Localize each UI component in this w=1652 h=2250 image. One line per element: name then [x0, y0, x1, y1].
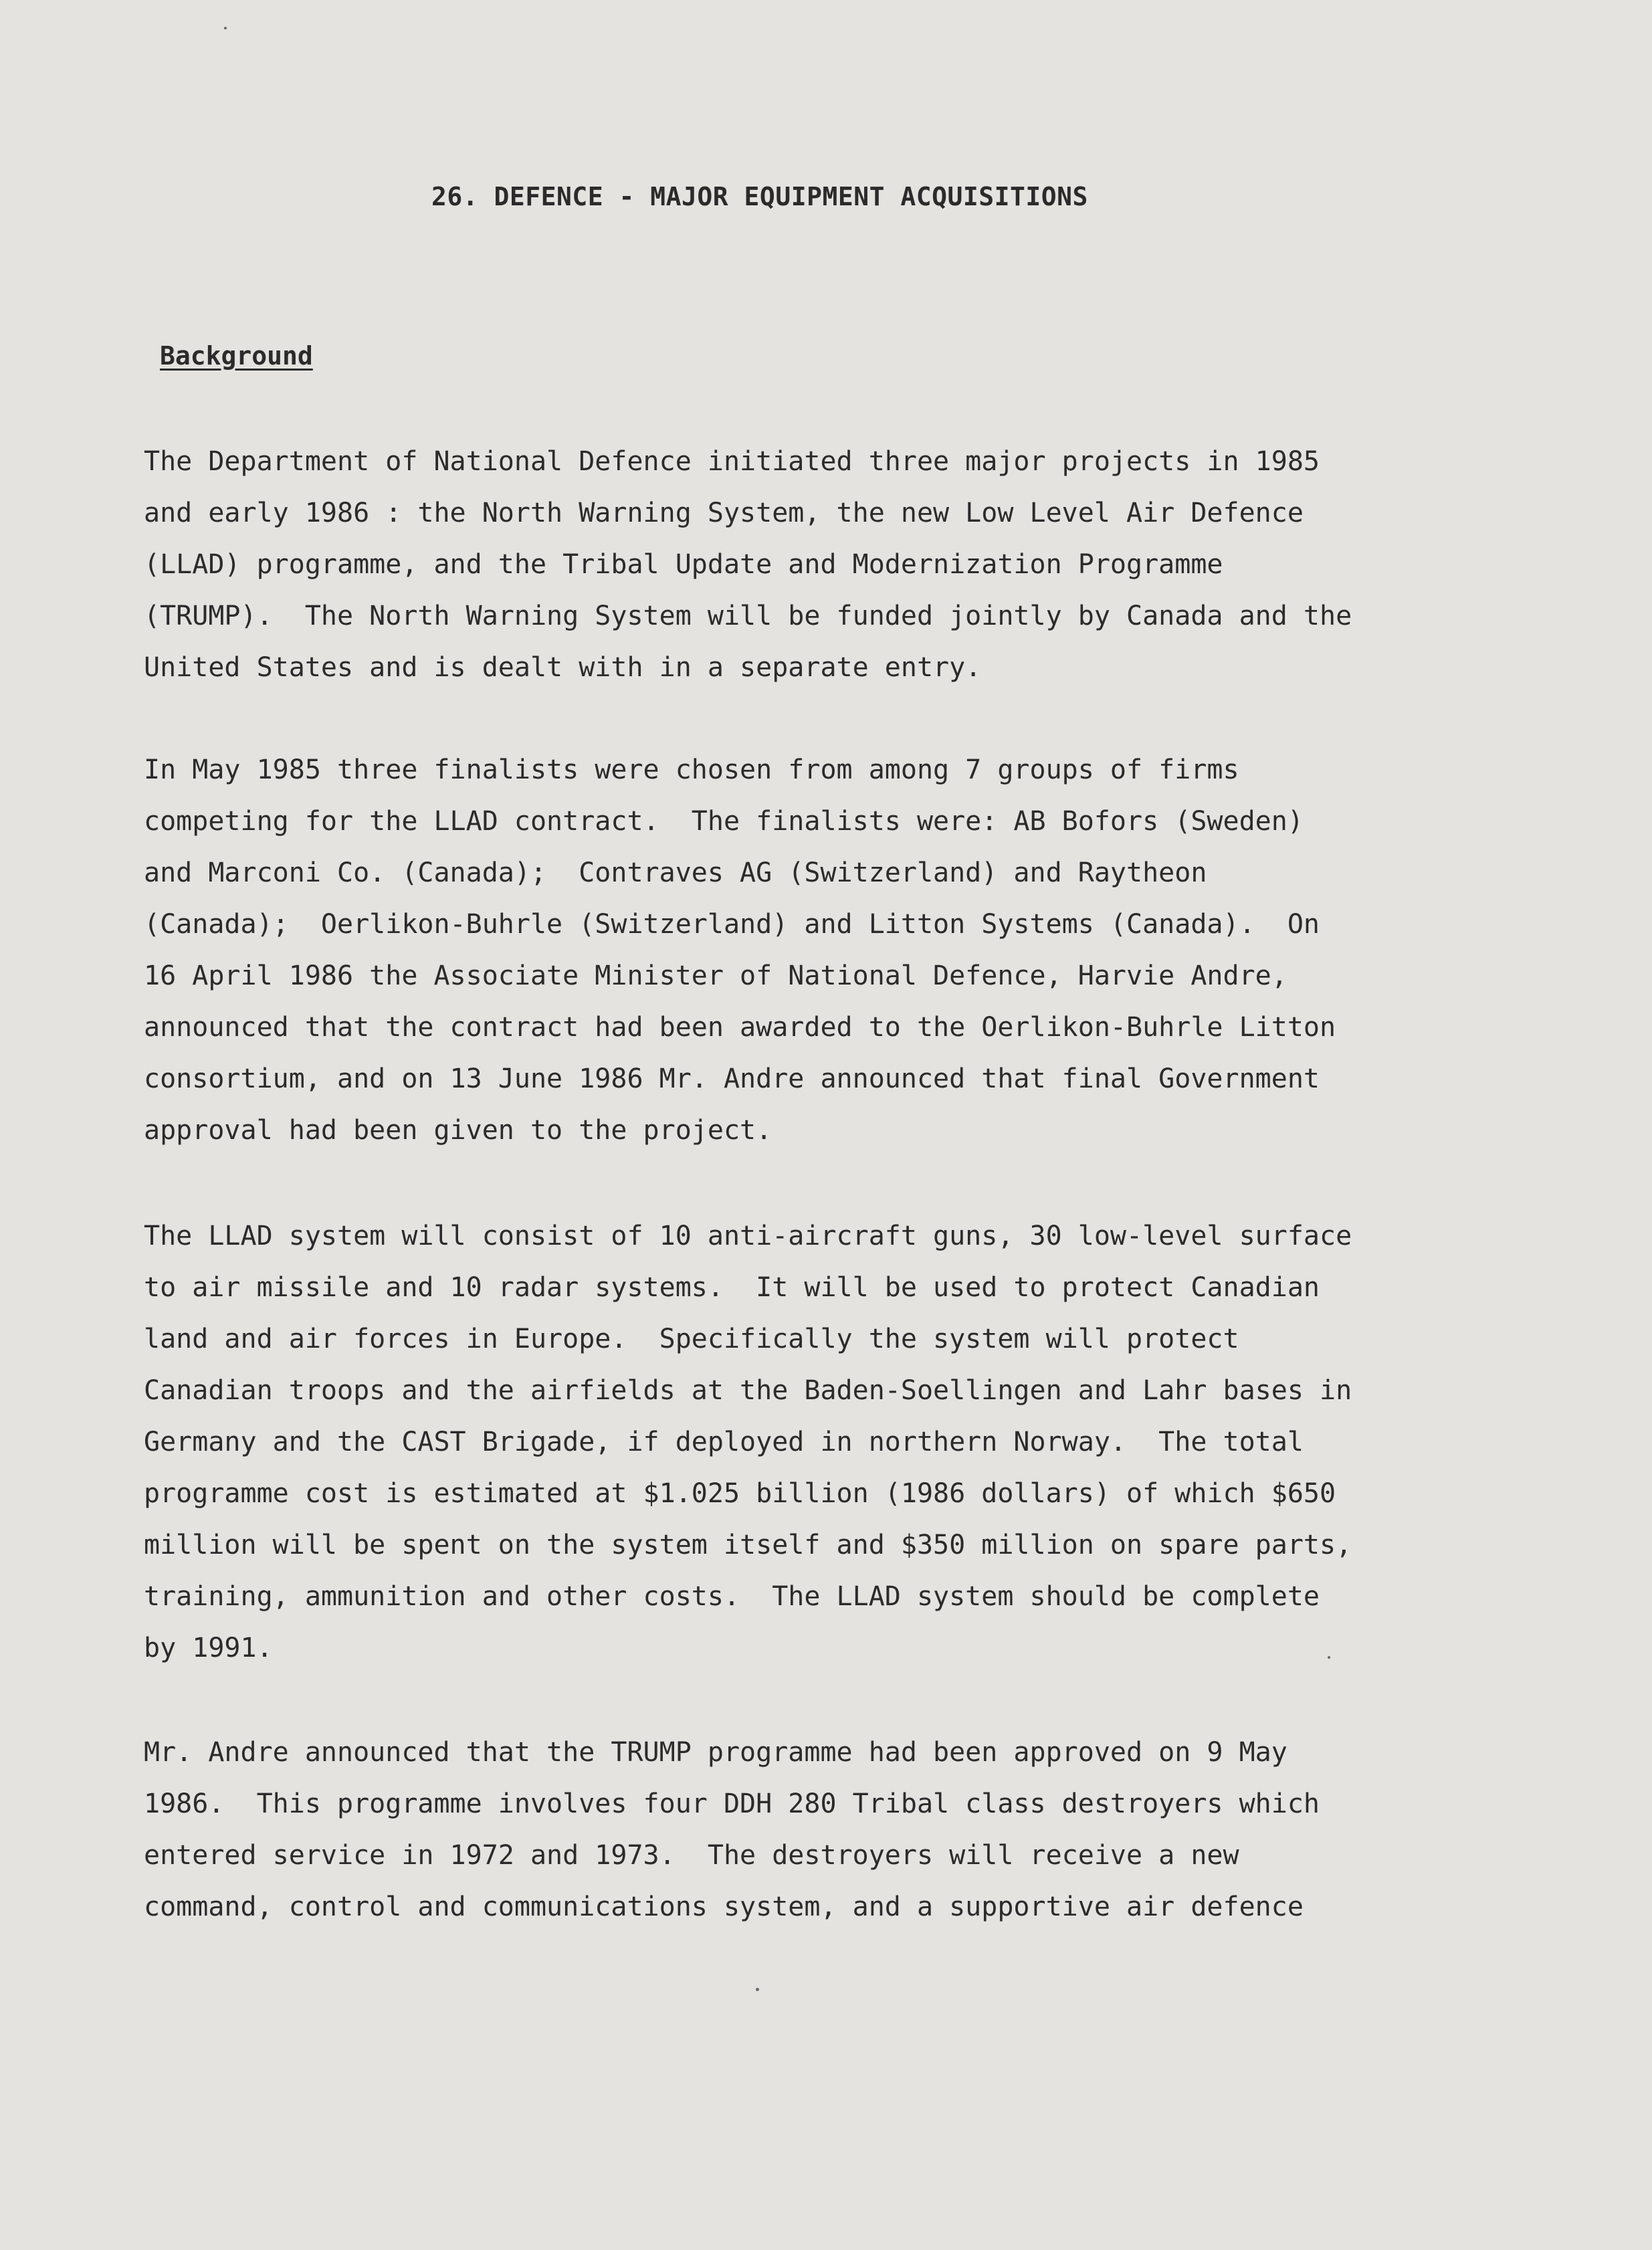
text-line: to air missile and 10 radar systems. It will be used to protect Canadian	[144, 1272, 1320, 1303]
paragraph	[144, 744, 1602, 1156]
text-line: entered service in 1972 and 1973. The destroyers will receive a new	[144, 1840, 1239, 1871]
scan-speck	[224, 27, 227, 29]
text-line: consortium, and on 13 June 1986 Mr. Andre announced that final Government	[144, 1063, 1320, 1094]
text-line: announced that the contract had been awarded to the Oerlikon-Buhrle Litton	[144, 1012, 1336, 1043]
text-line: 16 April 1986 the Associate Minister of National Defence, Harvie Andre,	[144, 960, 1287, 991]
text-line: United States and is dealt with in a separate entry.	[144, 652, 982, 683]
paragraph	[144, 1727, 1602, 1933]
text-line: (TRUMP). The North Warning System will be funded jointly by Canada and the	[144, 601, 1352, 631]
text-line: command, control and communications system, and a supportive air defence	[144, 1891, 1304, 1922]
section-heading: Background	[160, 341, 313, 371]
text-line: by 1991.	[144, 1633, 273, 1663]
text-line: land and air forces in Europe. Specifically the system will protect	[144, 1324, 1239, 1354]
scan-speck	[1328, 1656, 1330, 1659]
text-line: and Marconi Co. (Canada); Contraves AG (Switzerland) and Raytheon	[144, 857, 1207, 888]
text-line: approval had been given to the project.	[144, 1115, 772, 1146]
text-line: Germany and the CAST Brigade, if deployed in northern Norway. The total	[144, 1427, 1304, 1457]
text-line: Mr. Andre announced that the TRUMP programme had been approved on 9 May	[144, 1737, 1287, 1768]
text-line: and early 1986 : the North Warning System, the new Low Level Air Defence	[144, 498, 1304, 528]
paragraph	[144, 1211, 1602, 1674]
text-line: (LLAD) programme, and the Tribal Update and Modernization Programme	[144, 549, 1223, 580]
text-line: The LLAD system will consist of 10 anti-aircraft guns, 30 low-level surface	[144, 1221, 1352, 1251]
text-line: training, ammunition and other costs. The LLAD system should be complete	[144, 1581, 1320, 1612]
scan-speck	[756, 1988, 759, 1991]
text-line: Canadian troops and the airfields at the Baden-Soellingen and Lahr bases in	[144, 1375, 1352, 1406]
text-line: competing for the LLAD contract. The finalists were: AB Bofors (Sweden)	[144, 806, 1304, 837]
text-line: The Department of National Defence initiated three major projects in 1985	[144, 446, 1320, 477]
paragraph	[144, 436, 1602, 694]
text-line: million will be spent on the system itself and $350 million on spare parts,	[144, 1530, 1352, 1560]
text-line: programme cost is estimated at $1.025 billion (1986 dollars) of which $650	[144, 1478, 1336, 1509]
text-line: In May 1985 three finalists were chosen from among 7 groups of firms	[144, 754, 1239, 785]
text-line: (Canada); Oerlikon-Buhrle (Switzerland) and Litton Systems (Canada). On	[144, 909, 1320, 940]
page-title: 26. DEFENCE - MAJOR EQUIPMENT ACQUISITIONS	[431, 182, 1088, 211]
text-line: 1986. This programme involves four DDH 280 Tribal class destroyers which	[144, 1788, 1320, 1819]
